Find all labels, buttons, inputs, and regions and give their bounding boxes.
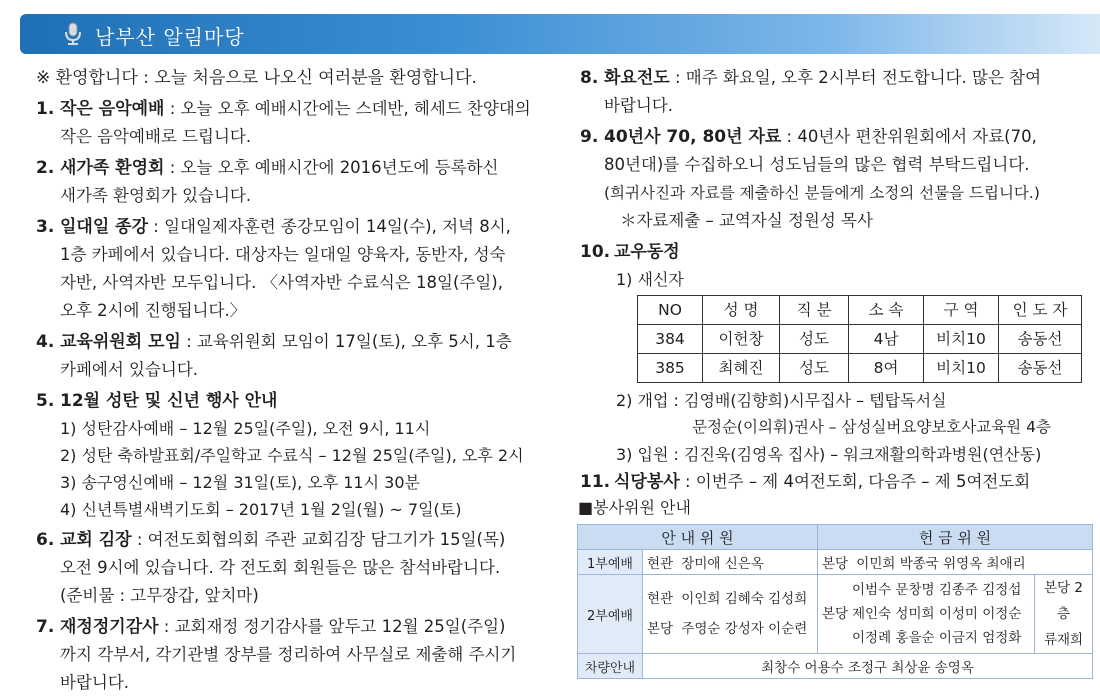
list-item bbox=[36, 526, 566, 610]
table-row bbox=[578, 654, 1093, 679]
table-cell bbox=[643, 550, 818, 575]
item-text: : 일대일제자훈련 종강모임이 14일(수), 저녁 8시, bbox=[148, 217, 511, 236]
item-text: (준비물 : 고무장갑, 앞치마) bbox=[60, 586, 259, 605]
list-item bbox=[36, 387, 566, 523]
column-header: NO bbox=[638, 296, 703, 325]
table-cell: 성도 bbox=[780, 354, 849, 383]
item-text: 작은 음악예배로 드립니다. bbox=[60, 127, 252, 146]
item-number: 7. bbox=[36, 617, 55, 637]
location-label: 본당 2층 bbox=[1044, 580, 1083, 622]
names: 주영순 강성자 이순련 bbox=[681, 621, 808, 637]
item-heading: 식당봉사 bbox=[614, 472, 680, 492]
left-column bbox=[36, 64, 566, 697]
item-text: 1층 카페에서 있습니다. 대상자는 일대일 양육자, 동반자, 성숙 bbox=[60, 245, 506, 264]
item-number: 6. bbox=[36, 530, 55, 550]
item-text: 바랍니다. bbox=[60, 673, 130, 692]
item-heading: 교육위원회 모임 bbox=[60, 332, 181, 352]
item-number: 4. bbox=[36, 332, 55, 352]
names: 최창수 어용수 조정구 최상윤 송영옥 bbox=[643, 654, 1093, 679]
table-row bbox=[578, 575, 1093, 654]
item-heading: 재정정기감사 bbox=[60, 617, 159, 637]
table-cell: 4남 bbox=[849, 325, 924, 354]
list-item bbox=[580, 468, 1095, 496]
list-item bbox=[36, 213, 566, 325]
item-number: 11. bbox=[580, 472, 611, 492]
names: 류재희 bbox=[1043, 632, 1084, 648]
new-member-table bbox=[637, 295, 1082, 383]
item-number: 8. bbox=[580, 68, 599, 88]
item-number: 10. bbox=[580, 242, 611, 262]
item-text: : 오늘 오후 예배시간에는 스데반, 헤세드 찬양대의 bbox=[164, 99, 531, 118]
item-text: : 이번주 – 제 4여전도회, 다음주 – 제 5여전도회 bbox=[679, 472, 1031, 491]
table-cell bbox=[818, 550, 1093, 575]
column-header: 구 역 bbox=[924, 296, 999, 325]
item-heading: 새가족 환영회 bbox=[60, 158, 165, 178]
table-cell bbox=[1035, 575, 1093, 654]
microphone-icon bbox=[62, 22, 84, 46]
right-column bbox=[580, 64, 1095, 496]
column-header: 성 명 bbox=[703, 296, 780, 325]
list-item bbox=[36, 154, 566, 210]
sub-item: 4) 신년특별새벽기도회 – 2017년 1월 2일(월) ~ 7일(토) bbox=[60, 500, 462, 519]
service-committee-table bbox=[577, 524, 1093, 679]
table-cell: 성도 bbox=[780, 325, 849, 354]
item-heading: 교회 김장 bbox=[60, 530, 132, 550]
names: 이민희 박종국 위영옥 최애리 bbox=[856, 556, 1026, 572]
table-cell: 8여 bbox=[849, 354, 924, 383]
item-text: (희귀사진과 자료를 제출하신 분들에게 소정의 선물을 드립니다.) bbox=[604, 184, 1040, 202]
item-heading: 작은 음악예배 bbox=[60, 99, 165, 119]
column-header: 소 속 bbox=[849, 296, 924, 325]
item-heading: 교우동정 bbox=[614, 242, 680, 262]
sub-item: 문정순(이의휘)권사 – 삼성실버요양보호사교육원 4층 bbox=[692, 418, 1051, 436]
item-text: 80년대)를 수집하오니 성도님들의 많은 협력 부탁드립니다. bbox=[604, 155, 1030, 174]
welcome-notice: ※ 환영합니다 : 오늘 처음으로 나오신 여러분을 환영합니다. bbox=[36, 68, 477, 88]
list-item bbox=[580, 64, 1095, 120]
sub-item: 3) 입원 : 김진욱(김영옥 집사) – 워크재활의학과병원(연산동) bbox=[616, 445, 1042, 464]
item-heading: 40년사 70, 80년 자료 bbox=[604, 127, 782, 147]
column-header: 헌 금 위 원 bbox=[818, 525, 1093, 550]
location-label: 현관 bbox=[647, 591, 674, 607]
location-label: 본당 bbox=[822, 556, 849, 572]
service-section-title: ■봉사위원 안내 bbox=[578, 498, 691, 517]
table-row bbox=[578, 550, 1093, 575]
row-label: 2부예배 bbox=[578, 575, 643, 654]
table-cell: 385 bbox=[638, 354, 703, 383]
item-text: : 교회재정 정기감사를 앞두고 12월 25일(주일) bbox=[158, 617, 506, 636]
row-label: 차량안내 bbox=[578, 654, 643, 679]
item-text: : 오늘 오후 예배시간에 2016년도에 등록하신 bbox=[164, 158, 499, 177]
item-text: ＊자료제출 – 교역자실 정원성 목사 bbox=[620, 211, 873, 230]
item-text: : 교육위원회 모임이 17일(토), 오후 5시, 1층 bbox=[180, 332, 512, 351]
table-row bbox=[638, 354, 1082, 383]
list-item bbox=[580, 123, 1095, 235]
table-cell bbox=[643, 575, 818, 654]
item-text: : 40년사 편찬위원회에서 자료(70, bbox=[781, 127, 1037, 146]
table-header-row bbox=[638, 296, 1082, 325]
item-text: 까지 각부서, 각기관별 장부를 정리하여 사무실로 제출해 주시기 bbox=[60, 645, 517, 664]
location-label: 본당 bbox=[822, 606, 849, 622]
list-item bbox=[36, 613, 566, 697]
table-cell: 송동선 bbox=[999, 325, 1082, 354]
item-heading: 12월 성탄 및 신년 행사 안내 bbox=[60, 391, 278, 411]
item-text: 새가족 환영회가 있습니다. bbox=[60, 186, 252, 205]
item-text: 오전 9시에 있습니다. 각 전도회 회원들은 많은 참석바랍니다. bbox=[60, 558, 501, 577]
sub-item: 2) 성탄 축하발표회/주일학교 수료식 – 12월 25일(주일), 오후 2시 bbox=[60, 446, 524, 465]
sub-item: 2) 개업 : 김영배(김향희)시무집사 – 텝탑독서실 bbox=[616, 391, 947, 410]
location-label: 본당 bbox=[647, 621, 674, 637]
item-text: 오후 2시에 진행됩니다.〉 bbox=[60, 301, 247, 320]
names: 이범수 문창명 김종주 김정섭 bbox=[852, 582, 1022, 598]
item-text: 바랍니다. bbox=[604, 96, 674, 115]
item-number: 3. bbox=[36, 217, 55, 237]
table-header-row bbox=[578, 525, 1093, 550]
row-label: 1부예배 bbox=[578, 550, 643, 575]
names: 장미애 신은옥 bbox=[681, 556, 764, 572]
column-header: 직 분 bbox=[780, 296, 849, 325]
table-row bbox=[638, 325, 1082, 354]
item-text: : 매주 화요일, 오후 2시부터 전도합니다. 많은 참여 bbox=[669, 68, 1042, 87]
item-number: 1. bbox=[36, 99, 55, 119]
item-number: 2. bbox=[36, 158, 55, 178]
item-number: 5. bbox=[36, 391, 55, 411]
table-cell: 이헌창 bbox=[703, 325, 780, 354]
table-cell: 송동선 bbox=[999, 354, 1082, 383]
table-cell: 비치10 bbox=[924, 354, 999, 383]
column-header: 안 내 위 원 bbox=[578, 525, 818, 550]
header-banner bbox=[20, 14, 1100, 54]
names: 이정례 홍을순 이금지 엄정화 bbox=[852, 630, 1022, 646]
names: 이인희 김혜숙 김성희 bbox=[681, 591, 808, 607]
table-cell: 최혜진 bbox=[703, 354, 780, 383]
item-heading: 화요전도 bbox=[604, 68, 670, 88]
names: 제인숙 성미희 이성미 이정순 bbox=[852, 606, 1022, 622]
item-heading: 일대일 종강 bbox=[60, 217, 149, 237]
list-item bbox=[36, 95, 566, 151]
sub-item: 1) 새신자 bbox=[616, 270, 684, 289]
table-cell: 비치10 bbox=[924, 325, 999, 354]
location-label: 현관 bbox=[647, 556, 674, 572]
sub-item: 1) 성탄감사예배 – 12월 25일(주일), 오전 9시, 11시 bbox=[60, 419, 431, 438]
item-text: 자반, 사역자반 모두입니다. 〈사역자반 수료식은 18일(주일), bbox=[60, 273, 503, 292]
item-number: 9. bbox=[580, 127, 599, 147]
list-item bbox=[36, 328, 566, 384]
header-title: 남부산 알림마당 bbox=[95, 25, 245, 49]
item-text: : 여전도회협의회 주관 교회김장 담그기가 15일(목) bbox=[131, 530, 506, 549]
table-cell bbox=[818, 575, 1035, 654]
table-cell: 384 bbox=[638, 325, 703, 354]
item-text: 카페에서 있습니다. bbox=[60, 360, 199, 379]
column-header: 인 도 자 bbox=[999, 296, 1082, 325]
list-item bbox=[580, 238, 1095, 468]
sub-item: 3) 송구영신예배 – 12월 31일(토), 오후 11시 30분 bbox=[60, 473, 420, 492]
